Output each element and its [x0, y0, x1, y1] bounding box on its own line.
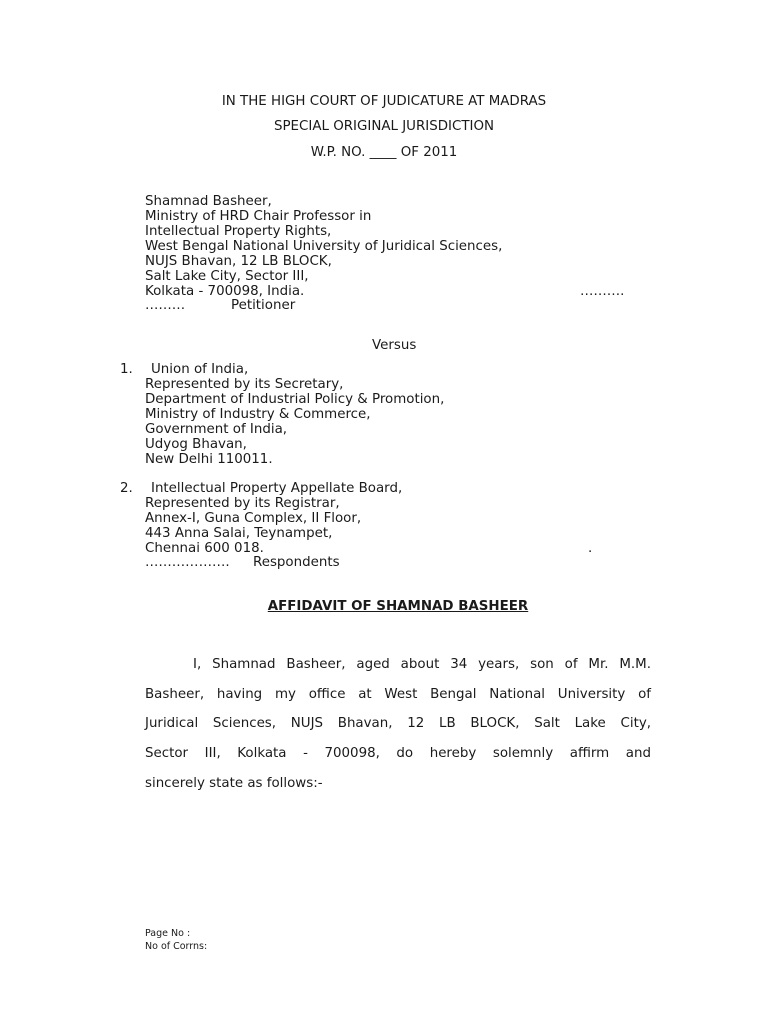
respondent-line: Government of India,: [145, 422, 288, 437]
respondent-line: Represented by its Secretary,: [145, 377, 344, 392]
affidavit-title: AFFIDAVIT OF SHAMNAD BASHEER: [267, 599, 529, 614]
respondents-role: Respondents: [253, 555, 340, 570]
petitioner-line: NUJS Bhavan, 12 LB BLOCK,: [145, 254, 332, 269]
petitioner-line: Ministry of HRD Chair Professor in: [145, 209, 372, 224]
court-name: IN THE HIGH COURT OF JUDICATURE AT MADRAS: [221, 94, 547, 109]
respondent-line: Intellectual Property Appellate Board,: [151, 481, 403, 496]
respondent-leader-dots-continued: ……………….: [145, 555, 230, 570]
respondent-number: 2.: [120, 481, 133, 496]
respondent-line: Represented by its Registrar,: [145, 496, 340, 511]
affidavit-line: Sector III, Kolkata - 700098, do hereby solemnly affirm and: [145, 746, 651, 761]
petitioner-line: West Bengal National University of Juridical Sciences,: [145, 239, 503, 254]
page-number-label: Page No :: [145, 928, 191, 939]
petitioner-role: Petitioner: [231, 298, 296, 313]
versus-label: Versus: [372, 338, 417, 353]
petitioner-line: Salt Lake City, Sector III,: [145, 269, 309, 284]
affidavit-line: Basheer, having my office at West Bengal National University of: [145, 687, 651, 702]
petitioner-line: Kolkata - 700098, India.: [145, 284, 305, 299]
respondent-line: New Delhi 110011.: [145, 452, 273, 467]
respondent-leader-dot: .: [588, 541, 593, 556]
respondent-line: Union of India,: [151, 362, 249, 377]
respondent-number: 1.: [120, 362, 133, 377]
petitioner-leader-dots-continued: ………: [145, 298, 186, 313]
respondent-line: Department of Industrial Policy & Promotion,: [145, 392, 445, 407]
respondent-line: 443 Anna Salai, Teynampet,: [145, 526, 333, 541]
jurisdiction: SPECIAL ORIGINAL JURISDICTION: [273, 119, 495, 134]
petitioner-line: Shamnad Basheer,: [145, 194, 272, 209]
respondent-line: Udyog Bhavan,: [145, 437, 247, 452]
affidavit-line: I, Shamnad Basheer, aged about 34 years, son of Mr. M.M.: [193, 657, 651, 672]
corrections-label: No of Corrns:: [145, 941, 208, 952]
case-number: W.P. NO. ____ OF 2011: [310, 145, 458, 160]
respondent-line: Chennai 600 018.: [145, 541, 264, 556]
affidavit-line: Juridical Sciences, NUJS Bhavan, 12 LB BLOCK, Salt Lake City,: [145, 716, 651, 731]
affidavit-line: sincerely state as follows:-: [145, 776, 323, 791]
petitioner-leader-dots: ……….: [580, 284, 625, 299]
respondent-line: Annex-I, Guna Complex, II Floor,: [145, 511, 362, 526]
petitioner-line: Intellectual Property Rights,: [145, 224, 332, 239]
respondent-line: Ministry of Industry & Commerce,: [145, 407, 371, 422]
